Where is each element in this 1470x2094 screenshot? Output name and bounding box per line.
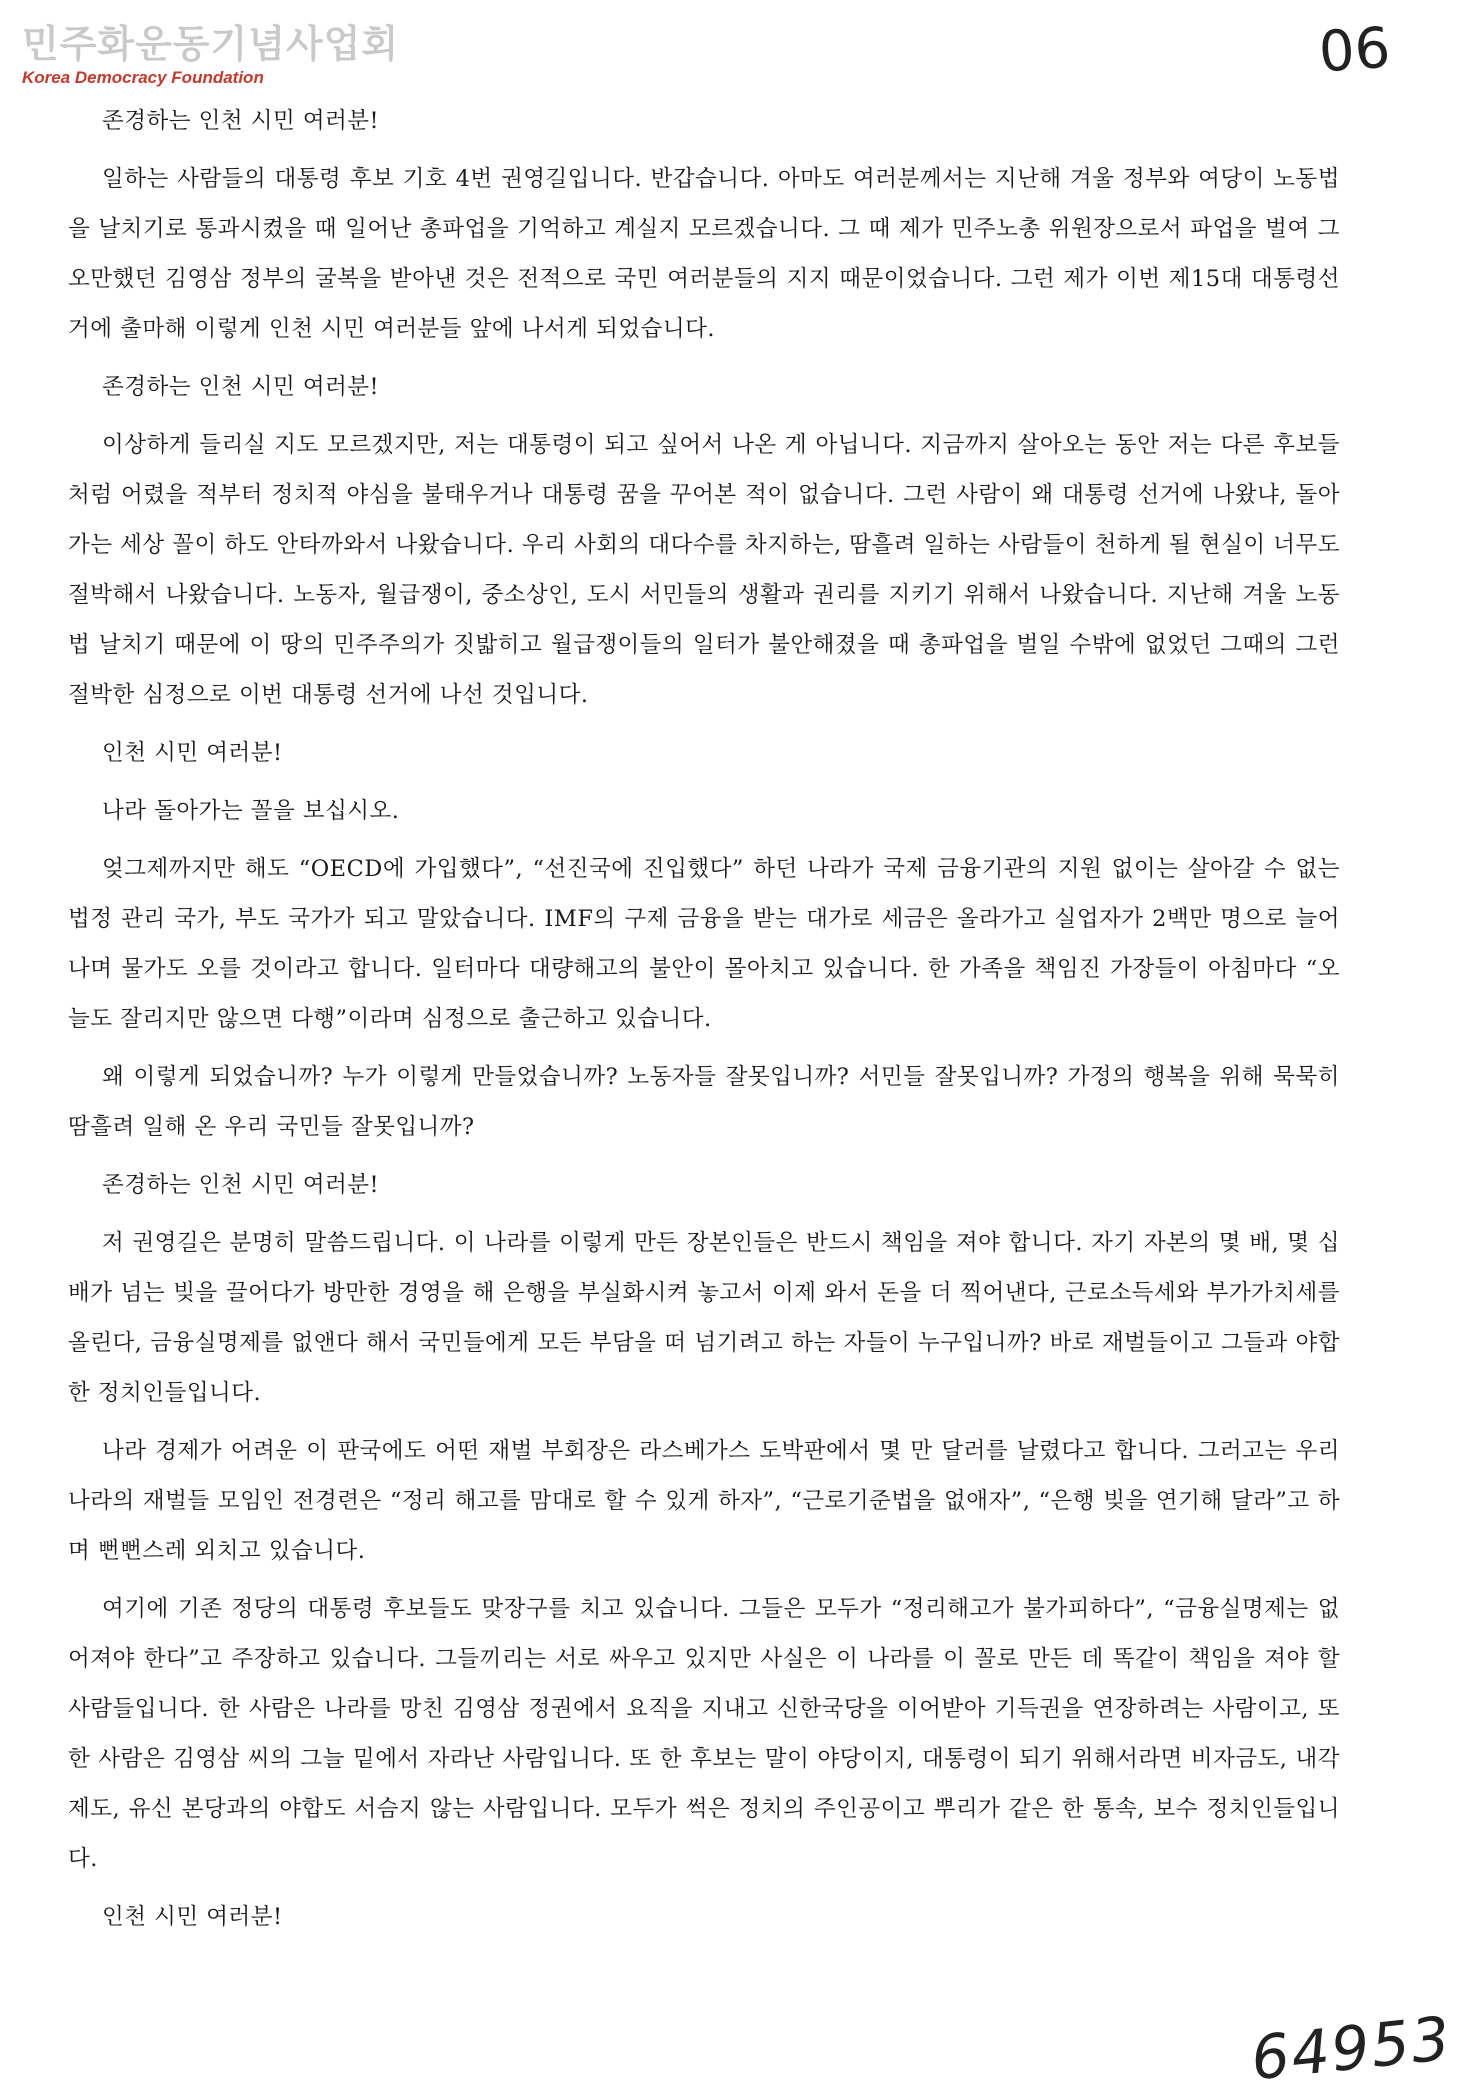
logo-english-text: Korea Democracy Foundation — [22, 68, 264, 87]
paragraph: 나라 돌아가는 꼴을 보십시오. — [102, 798, 400, 824]
paragraph: 일하는 사람들의 대통령 후보 기호 4번 권영길입니다. 반갑습니다. 아마도 여러분께서는 지난해 겨울 정부와 여당이 노동법을 날치기로 통과시켰을 때 일어난 총파업을 기억하고 계실지 모르겠습니다. 그 때 제가 민주노총 위원장으로서 파업을 벌여 그 오만했던 김영삼 정부의 굴복을 받아낸 것은 전적으로 국민 여러분들의 지지 때문이었습니다. 그런 제가 이번 제15대 대통령선거에 출마해 이렇게 인천 시민 여러분들 앞에 나서게 되었습니다. — [68, 166, 1340, 342]
paragraph: 여기에 기존 정당의 대통령 후보들도 맞장구를 치고 있습니다. 그들은 모두가 “정리해고가 불가피하다”, “금융실명제는 없어져야 한다”고 주장하고 있습니다. 그들끼리는 서로 싸우고 있지만 사실은 이 나라를 이 꼴로 만든 데 똑같이 책임을 져야 할 사람들입니다. 한 사람은 나라를 망친 김영삼 정권에서 요직을 지내고 신한국당을 이어받아 기득권을 연장하려는 사람이고, 또 한 사람은 김영삼 씨의 그늘 밑에서 자라난 사람입니다. 또 한 후보는 말이 야당이지, 대통령이 되기 위해서라면 비자금도, 내각제도, 유신 본당과의 야합도 서슴지 않는 사람입니다. 모두가 썩은 정치의 주인공이고 뿌리가 같은 한 통속, 보수 정치인들입니다. — [68, 1596, 1340, 1872]
handwritten-serial-number: 64953 — [1248, 2003, 1456, 2094]
paragraph: 나라 경제가 어려운 이 판국에도 어떤 재벌 부회장은 라스베가스 도박판에서 몇 만 달러를 날렸다고 합니다. 그러고는 우리나라의 재벌들 모임인 전경련은 “정리 해고를 맘대로 할 수 있게 하자”, “근로기준법을 없애자”, “은행 빚을 연기해 달라”고 하며 뻔뻔스레 외치고 있습니다. — [68, 1438, 1340, 1564]
paragraph: 존경하는 인천 시민 여러분! — [102, 1172, 380, 1198]
paragraph: 인천 시민 여러분! — [102, 1904, 283, 1930]
paragraph: 저 권영길은 분명히 말씀드립니다. 이 나라를 이렇게 만든 장본인들은 반드시 책임을 져야 합니다. 자기 자본의 몇 배, 몇 십배가 넘는 빚을 끌어다가 방만한 경영을 해 은행을 부실화시켜 놓고서 이제 와서 돈을 더 찍어낸다, 근로소득세와 부가가치세를 올린다, 금융실명제를 없앤다 해서 국민들에게 모든 부담을 떠 넘기려고 하는 자들이 누구입니까? 바로 재벌들이고 그들과 야합한 정치인들입니다. — [68, 1230, 1340, 1406]
paragraph: 엊그제까지만 해도 “OECD에 가입했다”, “선진국에 진입했다” 하던 나라가 국제 금융기관의 지원 없이는 살아갈 수 없는 법정 관리 국가, 부도 국가가 되고 말았습니다. IMF의 구제 금융을 받는 대가로 세금은 올라가고 실업자가 2백만 명으로 늘어나며 물가도 오를 것이라고 합니다. 일터마다 대량해고의 불안이 몰아치고 있습니다. 한 가족을 책임진 가장들이 아침마다 “오늘도 잘리지만 않으면 다행”이라며 심정으로 출근하고 있습니다. — [68, 856, 1340, 1032]
paragraph: 존경하는 인천 시민 여러분! — [102, 108, 380, 134]
logo-korean-text: 민주화운동기념사업회 — [22, 22, 400, 66]
document-body — [68, 96, 1340, 1950]
paragraph: 왜 이렇게 되었습니까? 누가 이렇게 만들었습니까? 노동자들 잘못입니까? 서민들 잘못입니까? 가정의 행복을 위해 묵묵히 땀흘려 일해 온 우리 국민들 잘못입니까? — [68, 1064, 1340, 1140]
paragraph: 인천 시민 여러분! — [102, 740, 283, 766]
foundation-logo — [22, 22, 399, 88]
handwritten-page-number: 06 — [1316, 15, 1393, 86]
paragraph: 이상하게 들리실 지도 모르겠지만, 저는 대통령이 되고 싶어서 나온 게 아닙니다. 지금까지 살아오는 동안 저는 다른 후보들처럼 어렸을 적부터 정치적 야심을 불태우거나 대통령 꿈을 꾸어본 적이 없습니다. 그런 사람이 왜 대통령 선거에 나왔냐, 돌아가는 세상 꼴이 하도 안타까와서 나왔습니다. 우리 사회의 대다수를 차지하는, 땀흘려 일하는 사람들이 천하게 될 현실이 너무도 절박해서 나왔습니다. 노동자, 월급쟁이, 중소상인, 도시 서민들의 생활과 권리를 지키기 위해서 나왔습니다. 지난해 겨울 노동법 날치기 때문에 이 땅의 민주주의가 짓밟히고 월급쟁이들의 일터가 불안해졌을 때 총파업을 벌일 수밖에 없었던 그때의 그런 절박한 심정으로 이번 대통령 선거에 나선 것입니다. — [68, 432, 1340, 708]
paragraph: 존경하는 인천 시민 여러분! — [102, 374, 380, 400]
